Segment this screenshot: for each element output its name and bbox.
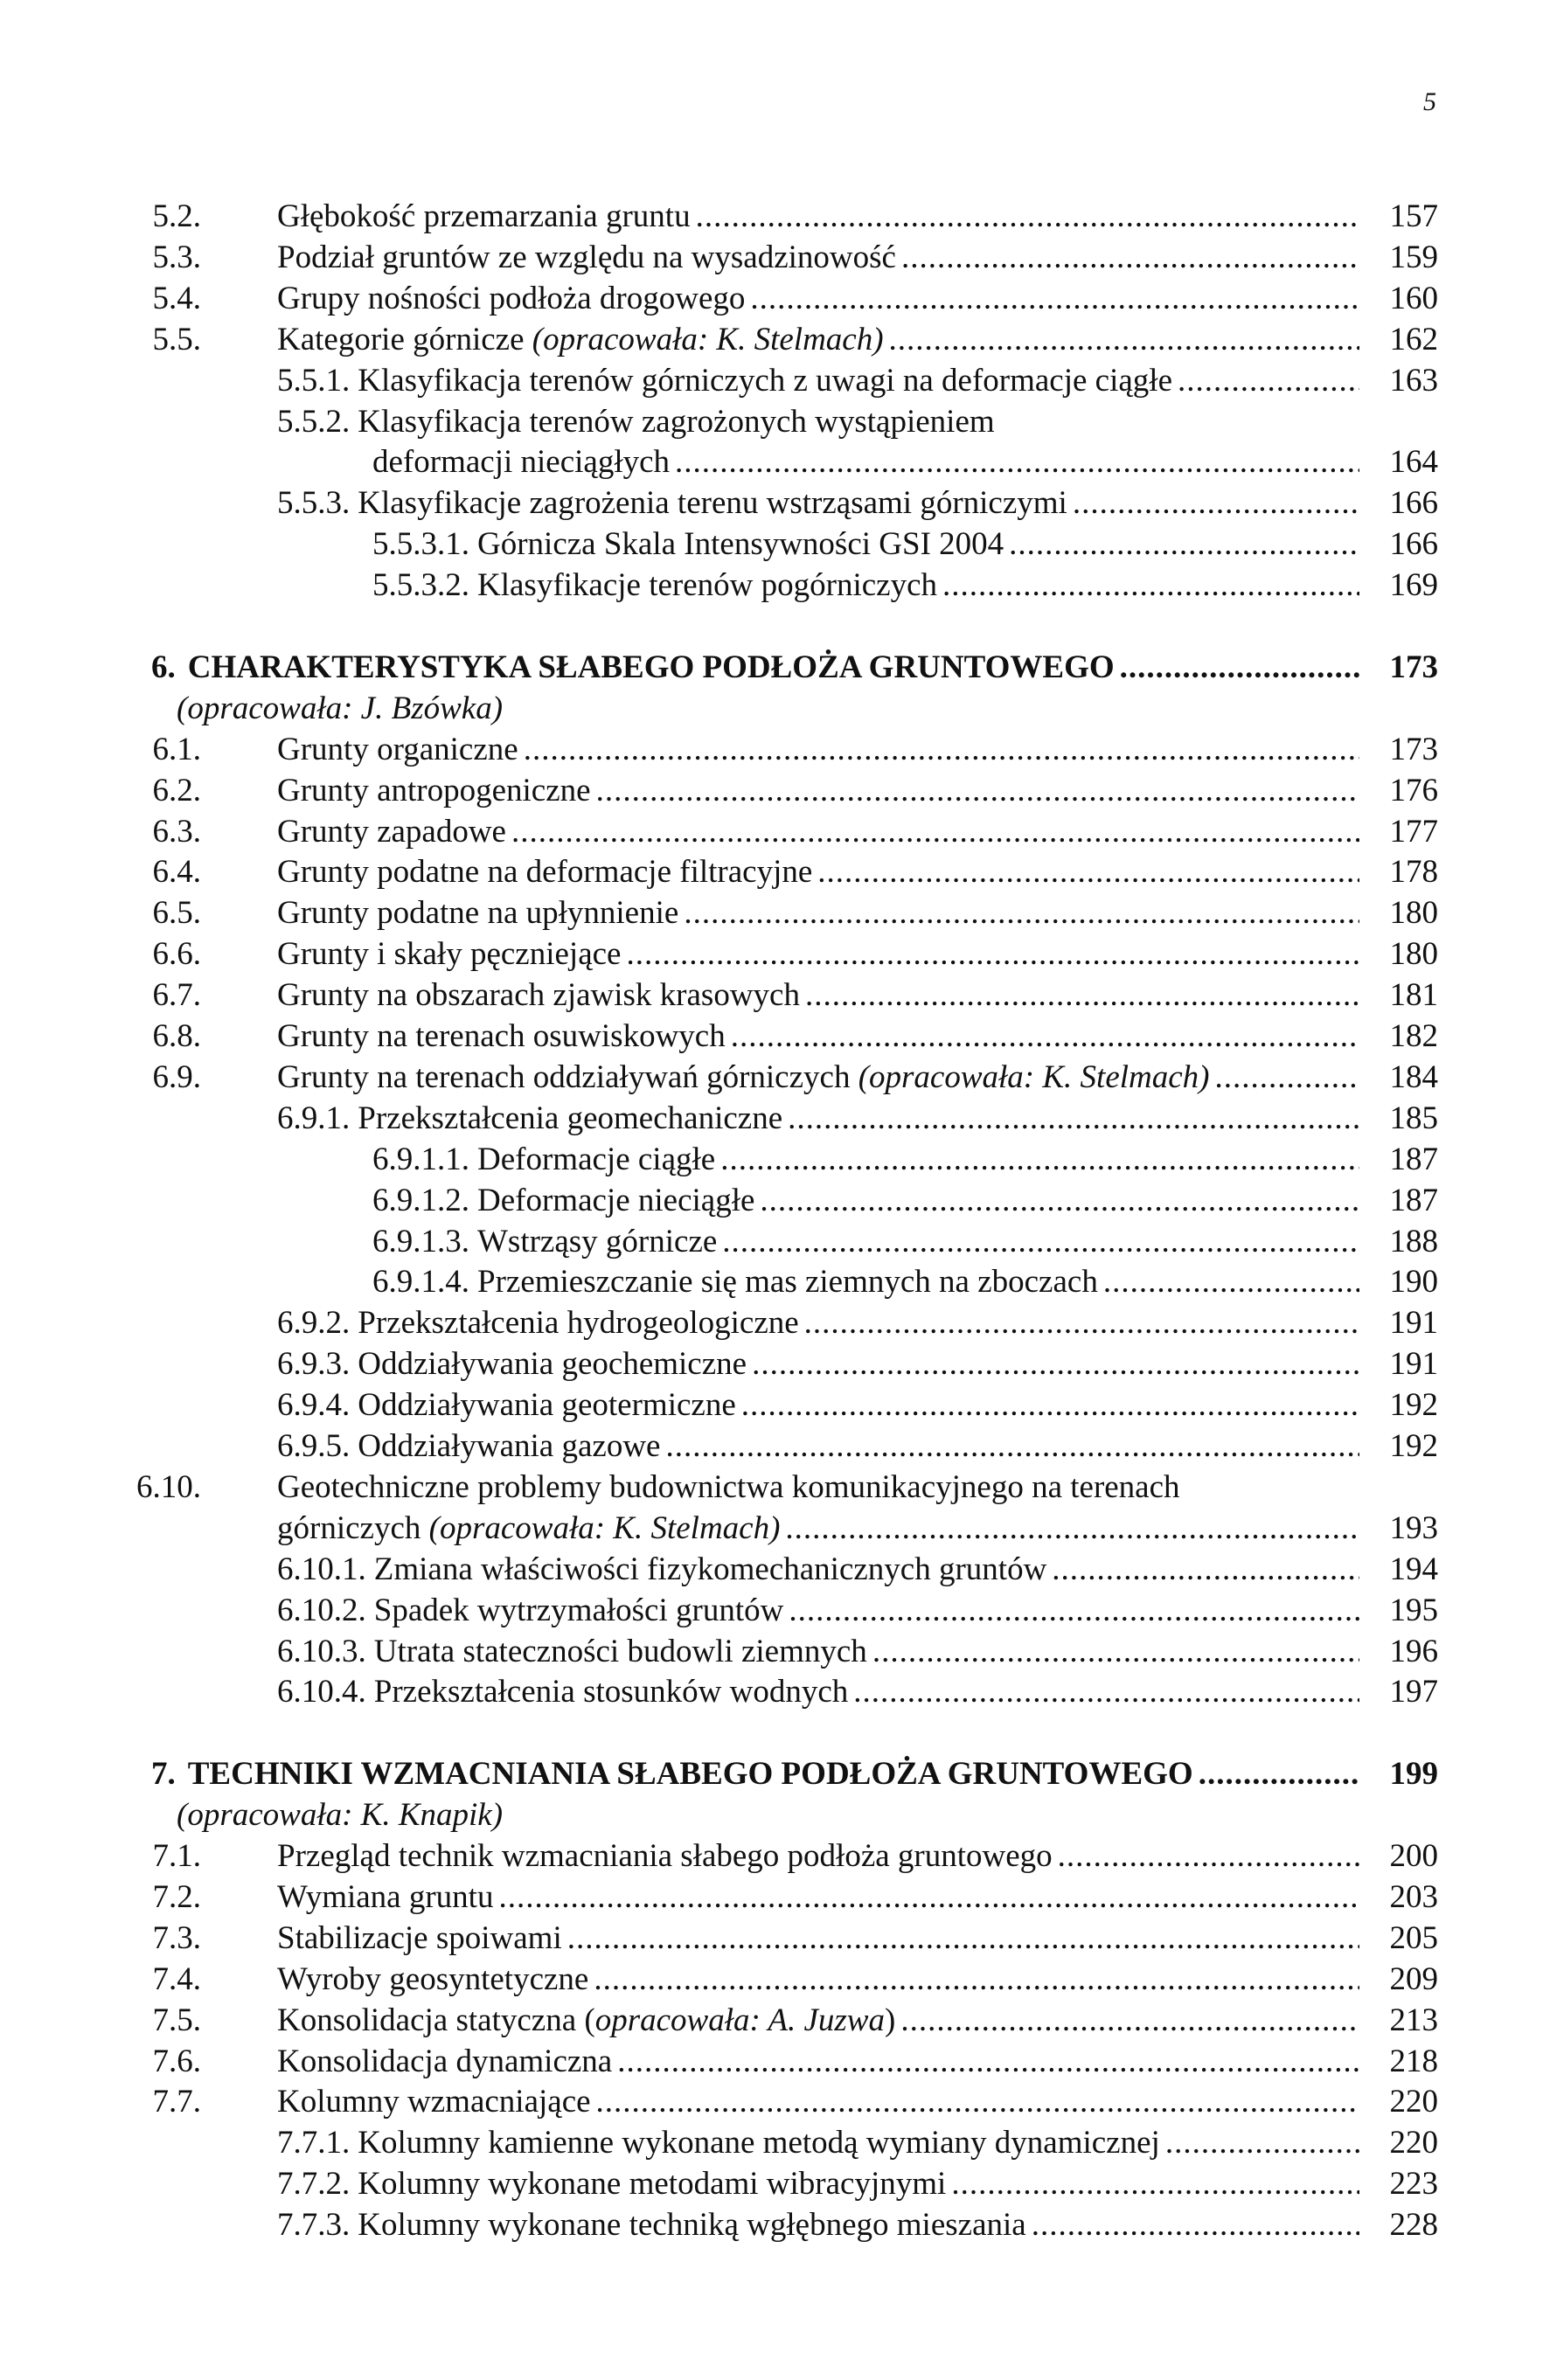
page-ref: 166	[1389, 485, 1438, 522]
entry-title: Grunty organiczne	[277, 731, 518, 767]
leader-dots	[696, 196, 1359, 237]
leader-dots	[675, 441, 1359, 482]
toc-entry	[152, 2000, 1438, 2041]
leader-dots	[853, 1671, 1359, 1712]
entry-title: Spadek wytrzymałości gruntów	[373, 1592, 784, 1628]
page-ref: 188	[1389, 1223, 1438, 1259]
entry-title: Przekształcenia hydrogeologiczne	[358, 1305, 799, 1342]
entry-title: Grunty i skały pęczniejące	[277, 936, 622, 973]
entry-number: 7.1.	[152, 1838, 201, 1874]
leader-dots	[594, 1959, 1359, 2000]
page-ref: 191	[1389, 1305, 1438, 1342]
leader-dots	[900, 2000, 1359, 2041]
page-ref: 194	[1389, 1551, 1438, 1587]
leader-dots	[1073, 482, 1359, 524]
entry-title: Przekształcenia geomechaniczne	[358, 1100, 783, 1136]
page-ref: 187	[1389, 1182, 1438, 1218]
page-ref: 209	[1389, 1960, 1438, 1997]
page-ref: 180	[1389, 895, 1438, 932]
entry-number: 6.9.3.	[277, 1346, 351, 1383]
page-ref: 213	[1389, 2002, 1438, 2038]
toc-entry	[277, 1098, 1438, 1139]
toc-entry	[152, 729, 1438, 770]
page-ref: 190	[1389, 1264, 1438, 1301]
entry-title: TECHNIKI WZMACNIANIA SŁABEGO PODŁOŻA GRUNTOWEGO	[187, 1756, 1193, 1793]
entry-number: 6.9.1.4.	[372, 1264, 469, 1301]
leader-dots	[567, 1918, 1359, 1959]
page-ref: 220	[1389, 2084, 1438, 2120]
leader-dots	[1103, 1261, 1359, 1302]
entry-number: 7.5.	[152, 2002, 201, 2038]
entry-title: Stabilizacje spoiwami	[277, 1919, 562, 1956]
leader-dots	[684, 892, 1359, 933]
entry-title: Kolumny wykonane techniką wgłębnego mieszania	[358, 2207, 1026, 2244]
entry-number: 6.9.1.	[277, 1100, 351, 1136]
entry-number: 6.9.5.	[277, 1428, 351, 1464]
toc-entry	[152, 933, 1438, 975]
toc-entry	[152, 1959, 1438, 2000]
entry-title: Oddziaływania geotermiczne	[358, 1387, 736, 1424]
entry-number: 7.3.	[152, 1919, 201, 1956]
page-ref: 228	[1389, 2207, 1438, 2244]
toc-entry	[152, 975, 1438, 1016]
page-ref: 191	[1389, 1346, 1438, 1383]
entry-number: 6.8.	[152, 1018, 201, 1054]
entry-title: Kategorie górnicze (opracowała: K. Stelmach)	[277, 321, 884, 357]
entry-title: Kolumny wzmacniające	[277, 2084, 591, 2120]
entry-number: 6.9.1.3.	[372, 1223, 469, 1259]
entry-title: Konsolidacja statyczna (opracowała: A. Juzwa)	[277, 2002, 896, 2038]
entry-title: Grunty podatne na deformacje filtracyjne	[277, 854, 813, 891]
toc-entry	[277, 2163, 1438, 2204]
leader-dots	[741, 1384, 1359, 1426]
entry-author: (opracowała: K. Stelmach)	[858, 1058, 1210, 1095]
entry-number: 6.9.4.	[277, 1387, 351, 1424]
leader-dots	[789, 1590, 1359, 1631]
chapter-author	[177, 688, 1438, 729]
leader-dots	[626, 933, 1359, 975]
entry-title: Geotechniczne problemy budownictwa komunikacyjnego na terenach	[277, 1468, 1180, 1505]
toc-entry	[152, 770, 1438, 811]
entry-number: 7.6.	[152, 2043, 201, 2079]
toc-entry	[277, 1302, 1438, 1343]
entry-title: Przekształcenia stosunków wodnych	[373, 1674, 849, 1710]
entry-number: 6.4.	[152, 854, 201, 891]
entry-number: 6.5.	[152, 895, 201, 932]
page-ref: 192	[1389, 1428, 1438, 1464]
leader-dots	[951, 2163, 1359, 2204]
toc-entry	[372, 1261, 1438, 1302]
toc-entry	[277, 1549, 1438, 1590]
entry-number: 7.7.	[152, 2084, 201, 2120]
entry-number: 6.9.1.2.	[372, 1182, 469, 1218]
toc-entry	[152, 811, 1438, 852]
page-ref: 173	[1389, 731, 1438, 767]
toc-entry	[372, 441, 1438, 482]
chapter-number: 7.	[151, 1756, 176, 1793]
toc-entry	[277, 482, 1438, 524]
toc-entry	[277, 1426, 1438, 1467]
toc-entry	[277, 401, 1438, 442]
leader-dots	[722, 1221, 1359, 1262]
toc-entry	[152, 892, 1438, 933]
entry-number: 5.2.	[152, 198, 201, 234]
entry-title: Podział gruntów ze względu na wysadzinowość	[277, 239, 896, 275]
leader-dots	[889, 319, 1359, 360]
entry-title: Kolumny kamienne wykonane metodą wymiany dynamicznej	[358, 2125, 1160, 2161]
toc-entry	[152, 1835, 1438, 1877]
page-ref: 203	[1389, 1878, 1438, 1915]
entry-title: Grunty na terenach oddziaływań górniczych (opracowała: K. Stelmach)	[277, 1058, 1210, 1095]
page-ref: 173	[1389, 649, 1438, 685]
toc-entry	[152, 2041, 1438, 2082]
entry-title: Klasyfikacja terenów górniczych z uwagi na deformacje ciągłe	[358, 362, 1172, 399]
page-ref: 163	[1389, 362, 1438, 399]
leader-dots	[1215, 1057, 1360, 1098]
toc-entry	[277, 2204, 1438, 2245]
page-ref: 197	[1389, 1674, 1438, 1710]
entry-author: (opracowała: K. Stelmach)	[428, 1509, 781, 1546]
page-ref: 187	[1389, 1141, 1438, 1177]
entry-title: Grunty podatne na upłynnienie	[277, 895, 679, 932]
leader-dots	[1009, 524, 1359, 565]
leader-dots	[750, 278, 1359, 319]
chapter-heading	[151, 647, 1438, 688]
leader-dots	[596, 770, 1359, 811]
page-ref: 205	[1389, 1919, 1438, 1956]
chapter-heading	[151, 1753, 1438, 1794]
leader-dots	[817, 851, 1359, 892]
entry-title: CHARAKTERYSTYKA SŁABEGO PODŁOŻA GRUNTOWEGO	[187, 649, 1115, 685]
page-ref: 220	[1389, 2125, 1438, 2161]
entry-number: 6.9.	[152, 1058, 201, 1095]
toc-entry	[152, 1877, 1438, 1918]
entry-title: Wstrząsy górnicze	[477, 1223, 718, 1259]
entry-title: Grunty zapadowe	[277, 813, 506, 850]
page-ref: 157	[1389, 198, 1438, 234]
page-ref: 176	[1389, 772, 1438, 808]
toc-entry	[152, 851, 1438, 892]
page-ref: 181	[1389, 977, 1438, 1014]
toc-entry	[372, 524, 1438, 565]
page-ref: 200	[1389, 1838, 1438, 1874]
entry-number: 6.10.2.	[277, 1592, 366, 1628]
leader-dots	[901, 237, 1359, 278]
page-ref: 169	[1389, 567, 1438, 604]
leader-dots	[524, 729, 1359, 770]
page-ref: 166	[1389, 526, 1438, 563]
toc-entry	[372, 1221, 1438, 1262]
entry-number: 5.5.3.	[277, 485, 351, 522]
entry-title: Deformacje ciągłe	[477, 1141, 716, 1177]
page-number: 5	[1423, 87, 1436, 116]
leader-dots	[1178, 360, 1359, 401]
toc-entry	[152, 1016, 1438, 1057]
toc-entry	[372, 565, 1438, 606]
entry-title: Głębokość przemarzania gruntu	[277, 198, 691, 234]
entry-number: 6.10.3.	[277, 1633, 366, 1669]
author-text: (opracowała: J. Bzówka)	[177, 690, 504, 726]
entry-number: 6.10.	[136, 1468, 201, 1505]
entry-title: Grunty antropogeniczne	[277, 772, 591, 808]
entry-number: 6.9.2.	[277, 1305, 351, 1342]
page-ref: 164	[1389, 444, 1438, 481]
entry-number: 6.10.1.	[277, 1551, 366, 1587]
page-ref: 195	[1389, 1592, 1438, 1628]
leader-dots	[1058, 1835, 1359, 1877]
entry-number: 6.6.	[152, 936, 201, 973]
entry-number: 7.7.1.	[277, 2125, 351, 2161]
entry-title: Zmiana właściwości fizykomechanicznych gruntów	[373, 1551, 1047, 1587]
entry-title: Oddziaływania geochemiczne	[358, 1346, 747, 1383]
leader-dots	[788, 1098, 1359, 1139]
entry-number: 5.5.3.1.	[372, 526, 469, 563]
toc-entry	[277, 360, 1438, 401]
page-ref: 199	[1389, 1756, 1438, 1793]
leader-dots	[804, 1302, 1359, 1343]
leader-dots	[942, 565, 1359, 606]
entry-title: Górnicza Skala Intensywności GSI 2004	[477, 526, 1004, 563]
leader-dots	[665, 1426, 1359, 1467]
entry-title: górniczych (opracowała: K. Stelmach)	[277, 1509, 781, 1546]
leader-dots	[1199, 1753, 1359, 1794]
leader-dots	[752, 1343, 1359, 1384]
entry-title: deformacji nieciągłych	[372, 444, 671, 481]
leader-dots	[1165, 2122, 1359, 2163]
toc-entry	[152, 1057, 1438, 1098]
entry-number: 7.7.2.	[277, 2166, 351, 2203]
page-ref: 193	[1389, 1509, 1438, 1546]
leader-dots	[511, 811, 1359, 852]
toc-entry	[152, 196, 1438, 237]
entry-number: 6.9.1.1.	[372, 1141, 469, 1177]
toc-entry	[277, 1343, 1438, 1384]
toc-entry	[152, 1918, 1438, 1959]
entry-number: 6.1.	[152, 731, 201, 767]
leader-dots	[872, 1631, 1359, 1672]
page-ref: 180	[1389, 936, 1438, 973]
page-ref: 182	[1389, 1018, 1438, 1054]
entry-number: 6.7.	[152, 977, 201, 1014]
leader-dots	[785, 1508, 1359, 1549]
leader-dots	[760, 1180, 1359, 1221]
entry-author: opracowała: A. Juzwa	[594, 2002, 885, 2038]
leader-dots	[1120, 647, 1359, 688]
toc-entry	[152, 278, 1438, 319]
entry-title: Klasyfikacje terenów pogórniczych	[477, 567, 938, 604]
entry-title: Klasyfikacja terenów zagrożonych wystąpieniem	[358, 403, 995, 440]
toc-entry	[277, 2122, 1438, 2163]
entry-number: 5.5.1.	[277, 362, 351, 399]
leader-dots	[596, 2081, 1359, 2122]
page-ref: 196	[1389, 1633, 1438, 1669]
page-ref: 162	[1389, 321, 1438, 357]
author-text: (opracowała: K. Knapik)	[177, 1797, 504, 1834]
toc-entry	[277, 1384, 1438, 1426]
entry-number: 5.3.	[152, 239, 201, 275]
entry-title: Wyroby geosyntetyczne	[277, 1960, 589, 1997]
toc-entry	[277, 1590, 1438, 1631]
entry-number: 5.5.2.	[277, 403, 351, 440]
page-ref: 223	[1389, 2166, 1438, 2203]
entry-title: Utrata stateczności budowli ziemnych	[373, 1633, 867, 1669]
leader-dots	[498, 1877, 1359, 1918]
entry-number: 7.7.3.	[277, 2207, 351, 2244]
leader-dots	[720, 1139, 1359, 1180]
entry-number: 5.4.	[152, 280, 201, 316]
toc-entry	[277, 1631, 1438, 1672]
entry-title: Przegląd technik wzmacniania słabego podłoża gruntowego	[277, 1838, 1053, 1874]
entry-number: 5.5.	[152, 321, 201, 357]
entry-title: Deformacje nieciągłe	[477, 1182, 755, 1218]
page-ref: 185	[1389, 1100, 1438, 1136]
entry-number: 6.2.	[152, 772, 201, 808]
entry-number: 6.3.	[152, 813, 201, 850]
toc-entry	[372, 1139, 1438, 1180]
toc-entry	[152, 237, 1438, 278]
entry-author: (opracowała: K. Stelmach)	[532, 321, 884, 357]
page-ref: 184	[1389, 1058, 1438, 1095]
entry-title: Grunty na obszarach zjawisk krasowych	[277, 977, 800, 1014]
entry-number: 6.10.4.	[277, 1674, 366, 1710]
toc-entry	[372, 1180, 1438, 1221]
leader-dots	[805, 975, 1359, 1016]
page-ref: 178	[1389, 854, 1438, 891]
page-ref: 177	[1389, 813, 1438, 850]
leader-dots	[731, 1016, 1359, 1057]
toc-entry	[277, 1671, 1438, 1712]
entry-number: 5.5.3.2.	[372, 567, 469, 604]
page-ref: 159	[1389, 239, 1438, 275]
toc-entry	[277, 1508, 1438, 1549]
leader-dots	[1052, 1549, 1359, 1590]
chapter-number: 6.	[151, 649, 176, 685]
page-ref: 218	[1389, 2043, 1438, 2079]
entry-title: Grupy nośności podłoża drogowego	[277, 280, 746, 316]
entry-title: Grunty na terenach osuwiskowych	[277, 1018, 726, 1054]
leader-dots	[617, 2041, 1359, 2082]
entry-number: 7.2.	[152, 1878, 201, 1915]
toc-entry	[136, 1467, 1438, 1508]
leader-dots	[1032, 2204, 1359, 2245]
entry-number: 7.4.	[152, 1960, 201, 1997]
entry-title: Wymiana gruntu	[277, 1878, 494, 1915]
entry-title: Przemieszczanie się mas ziemnych na zboczach	[477, 1264, 1098, 1301]
entry-title: Konsolidacja dynamiczna	[277, 2043, 613, 2079]
entry-title: Oddziaływania gazowe	[358, 1428, 661, 1464]
entry-title: Kolumny wykonane metodami wibracyjnymi	[358, 2166, 947, 2203]
page-ref: 192	[1389, 1387, 1438, 1424]
page-ref: 160	[1389, 280, 1438, 316]
toc-entry	[152, 2081, 1438, 2122]
chapter-author	[177, 1794, 1438, 1835]
entry-title: Klasyfikacje zagrożenia terenu wstrząsami górniczymi	[358, 485, 1067, 522]
toc-entry	[152, 319, 1438, 360]
